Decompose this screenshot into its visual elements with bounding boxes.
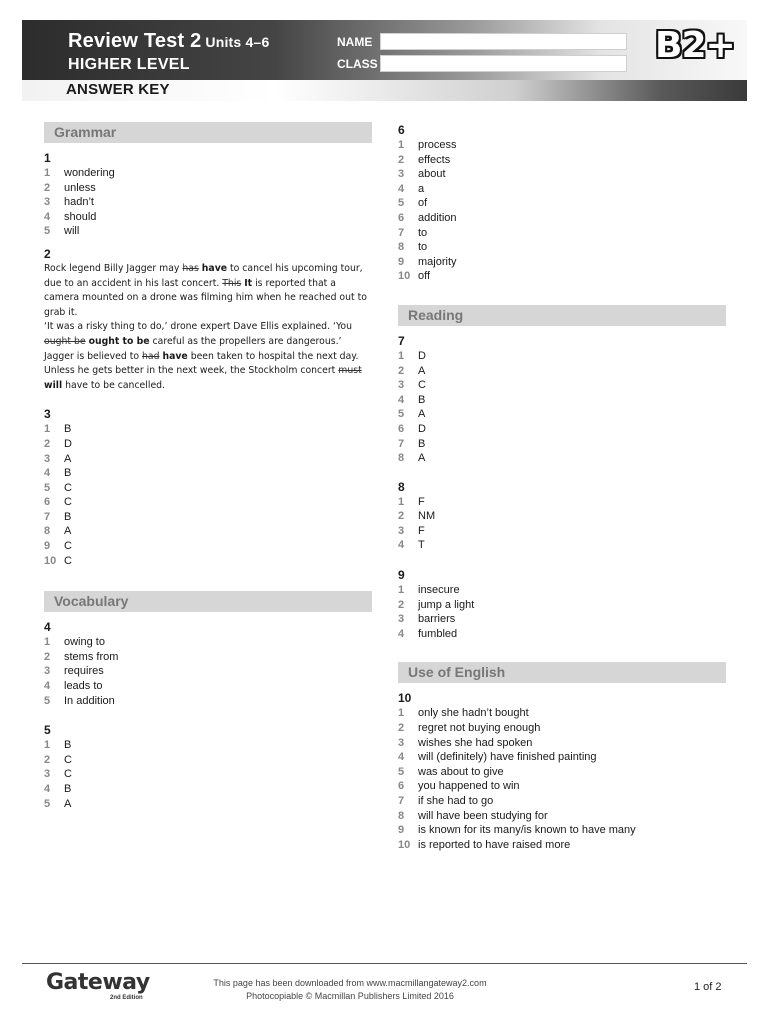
item-number: 2 xyxy=(398,722,405,735)
exercise-number: 10 xyxy=(398,691,412,706)
item-answer: D xyxy=(418,422,426,435)
answer-item xyxy=(398,794,728,809)
item-answer: A xyxy=(64,797,72,810)
answer-item xyxy=(44,466,374,481)
item-answer: effects xyxy=(418,153,451,166)
name-label: NAME xyxy=(337,35,373,49)
answer-item xyxy=(398,138,728,153)
item-number: 9 xyxy=(398,824,405,837)
answer-item xyxy=(398,349,728,364)
answer-item xyxy=(398,153,728,168)
item-answer: A xyxy=(418,452,426,465)
item-answer: C xyxy=(64,753,72,766)
item-number: 4 xyxy=(398,539,405,552)
item-answer: only she hadn’t bought xyxy=(418,707,529,720)
item-number: 5 xyxy=(44,481,51,494)
item-number: 8 xyxy=(44,525,51,538)
title-units: Units 4–6 xyxy=(205,34,270,50)
exercise-number: 9 xyxy=(398,568,405,583)
item-answer: was about to give xyxy=(418,765,504,778)
item-number: 5 xyxy=(44,694,51,707)
crossed-out-text: must xyxy=(338,365,362,377)
item-answer: B xyxy=(64,739,72,752)
exercise-number: 1 xyxy=(44,151,51,165)
answer-item xyxy=(398,167,728,182)
item-number: 5 xyxy=(398,765,405,778)
item-number: 4 xyxy=(44,467,51,480)
answer-item xyxy=(398,627,728,642)
item-answer: to xyxy=(418,226,428,239)
answer-item xyxy=(398,583,728,598)
exercise-number: 4 xyxy=(44,620,51,635)
download-note: This page has been downloaded from www.macmillangateway2.com xyxy=(213,978,487,988)
item-answer: will have been studying for xyxy=(418,809,548,822)
answer-item xyxy=(398,612,728,627)
item-answer: barriers xyxy=(418,613,456,626)
item-answer: leads to xyxy=(64,680,103,693)
crossed-out-text: has xyxy=(182,262,199,274)
exercise-5-list xyxy=(44,738,374,811)
item-number: 3 xyxy=(398,524,405,537)
item-number: 4 xyxy=(398,182,405,195)
answer-key-label: ANSWER KEY xyxy=(66,81,170,98)
answer-item xyxy=(398,750,728,765)
item-number: 10 xyxy=(398,838,411,851)
answer-item xyxy=(398,451,728,466)
answer-item xyxy=(44,554,374,569)
item-number: 5 xyxy=(398,197,405,210)
answer-item xyxy=(398,823,728,838)
answer-item xyxy=(44,664,374,679)
item-number: 3 xyxy=(44,665,51,678)
item-number: 8 xyxy=(398,241,405,254)
answer-item xyxy=(44,694,374,709)
answer-item xyxy=(398,706,728,721)
exercise-number: 5 xyxy=(44,723,51,738)
item-answer: off xyxy=(418,270,431,283)
item-answer: process xyxy=(418,139,457,151)
item-answer: F xyxy=(418,495,425,508)
item-answer: B xyxy=(418,437,426,450)
item-answer: C xyxy=(64,496,72,509)
item-number: 3 xyxy=(44,196,51,209)
answer-item xyxy=(398,437,728,452)
answer-item xyxy=(44,782,374,797)
edition-label: 2nd Edition xyxy=(110,995,143,1001)
answer-item xyxy=(44,524,374,539)
answer-item xyxy=(398,255,728,270)
item-number: 5 xyxy=(44,797,51,810)
right-column xyxy=(398,122,728,852)
answer-item xyxy=(44,422,374,437)
item-answer: of xyxy=(418,197,428,210)
item-number: 3 xyxy=(44,452,51,465)
item-answer: to xyxy=(418,241,428,254)
left-column xyxy=(44,122,374,811)
answer-item xyxy=(398,509,728,524)
item-number: 2 xyxy=(44,181,51,194)
item-answer: will xyxy=(64,225,80,238)
exercise-9-list xyxy=(398,583,728,641)
exercise-7-list xyxy=(398,349,728,466)
exercise-number: 6 xyxy=(398,123,405,137)
item-answer: wishes she had spoken xyxy=(418,736,533,749)
item-answer: A xyxy=(418,364,426,377)
item-answer: majority xyxy=(418,255,457,268)
answer-item xyxy=(398,721,728,736)
item-number: 2 xyxy=(44,437,51,450)
answer-item xyxy=(398,838,728,853)
item-number: 4 xyxy=(44,680,51,693)
answer-item xyxy=(398,364,728,379)
paragraph-text: to cancel his upcoming tour, due to an accident in his last concert. xyxy=(44,262,363,289)
item-number: 10 xyxy=(398,270,411,283)
item-number: 1 xyxy=(398,349,405,362)
correction-text: have xyxy=(201,262,228,274)
item-answer: C xyxy=(64,481,72,494)
item-answer: addition xyxy=(418,211,457,224)
item-answer: B xyxy=(64,783,72,795)
item-answer: C xyxy=(64,554,72,567)
footer-divider xyxy=(22,963,747,964)
item-number: 1 xyxy=(44,739,51,752)
item-answer: NM xyxy=(418,510,436,523)
item-number: 4 xyxy=(398,627,405,640)
item-number: 8 xyxy=(398,809,405,822)
answer-item xyxy=(44,635,374,650)
paragraph-text: Unless he gets better in the next week, the Stockholm concert xyxy=(44,365,339,377)
item-number: 6 xyxy=(398,422,405,435)
item-number: 1 xyxy=(44,423,51,436)
page-title xyxy=(68,30,269,53)
item-number: 7 xyxy=(398,795,405,807)
item-answer: a xyxy=(418,182,425,195)
answer-item xyxy=(44,181,374,196)
item-number: 3 xyxy=(398,736,405,749)
answer-item xyxy=(398,538,728,553)
item-answer: B xyxy=(64,423,72,436)
title-text: Review Test 2 xyxy=(68,30,202,52)
correction-text: It xyxy=(244,277,253,289)
exercise-3-list xyxy=(44,422,374,568)
exercise-2-paragraph xyxy=(44,262,374,393)
item-answer: C xyxy=(418,379,426,392)
gateway-logo: Gateway xyxy=(46,970,150,995)
item-answer: D xyxy=(418,349,426,362)
exercise-10-list xyxy=(398,706,728,852)
exercise-4-list xyxy=(44,635,374,708)
answer-item xyxy=(398,598,728,613)
item-answer: T xyxy=(418,539,425,552)
item-answer: fumbled xyxy=(418,627,458,640)
exercise-number: 2 xyxy=(44,246,51,261)
item-answer: if she had to go xyxy=(418,795,494,807)
answer-item xyxy=(398,269,728,284)
crossed-out-text: had xyxy=(142,350,160,362)
answer-item xyxy=(398,422,728,437)
answer-item xyxy=(44,224,374,239)
correction-text: have xyxy=(162,350,188,362)
answer-item xyxy=(44,679,374,694)
answer-item xyxy=(44,481,374,496)
item-answer: requires xyxy=(64,665,104,678)
answer-item xyxy=(44,767,374,782)
answer-item xyxy=(398,736,728,751)
paragraph-text: Jagger is believed to xyxy=(44,350,142,362)
item-answer: D xyxy=(64,437,72,450)
answer-item xyxy=(398,809,728,824)
section-reading: Reading xyxy=(398,305,726,326)
exercise-6-list xyxy=(398,138,728,284)
answer-item xyxy=(44,650,374,665)
item-number: 2 xyxy=(398,598,405,611)
item-answer: A xyxy=(418,408,426,421)
name-field[interactable] xyxy=(380,33,627,50)
item-number: 1 xyxy=(398,495,405,508)
answer-item xyxy=(44,452,374,467)
item-answer: B xyxy=(418,393,426,406)
level-badge: B2+ xyxy=(655,25,735,66)
crossed-out-text: ought be xyxy=(44,335,86,347)
answer-item xyxy=(44,738,374,753)
item-number: 7 xyxy=(398,437,405,450)
answer-item xyxy=(398,226,728,241)
item-number: 6 xyxy=(44,496,51,509)
item-number: 3 xyxy=(398,379,405,392)
item-answer: you happened to win xyxy=(418,780,520,793)
item-number: 4 xyxy=(44,210,51,223)
answer-item xyxy=(44,210,374,225)
exercise-1-list xyxy=(44,166,374,239)
item-answer: unless xyxy=(64,181,96,194)
item-answer: A xyxy=(64,452,72,465)
item-answer: wondering xyxy=(64,167,115,179)
item-number: 1 xyxy=(398,584,405,597)
item-number: 4 xyxy=(398,751,405,764)
answer-item xyxy=(398,393,728,408)
item-answer: regret not buying enough xyxy=(418,722,541,735)
copyright-note: Photocopiable © Macmillan Publishers Limited 2016 xyxy=(246,991,454,1001)
answer-item xyxy=(44,495,374,510)
item-answer: C xyxy=(64,540,72,553)
item-answer: about xyxy=(418,168,446,181)
item-answer: is reported to have raised more xyxy=(418,838,571,851)
answer-item xyxy=(398,211,728,226)
answer-item xyxy=(44,753,374,768)
item-answer: should xyxy=(64,210,97,223)
item-number: 9 xyxy=(44,540,51,553)
item-number: 1 xyxy=(44,636,51,649)
level-label: HIGHER LEVEL xyxy=(68,56,190,73)
paragraph-text: Rock legend Billy Jagger may xyxy=(44,262,183,274)
exercise-number: 8 xyxy=(398,479,405,494)
answer-item xyxy=(398,378,728,393)
paragraph-text: have to be cancelled. xyxy=(62,379,166,391)
answer-item xyxy=(44,510,374,525)
item-number: 1 xyxy=(398,707,405,720)
crossed-out-text: This xyxy=(222,277,242,289)
item-answer: B xyxy=(64,510,72,523)
item-answer: is known for its many/is known to have many xyxy=(418,824,636,837)
answer-item xyxy=(398,524,728,539)
item-number: 4 xyxy=(44,783,51,795)
exercise-number: 7 xyxy=(398,333,405,348)
item-number: 2 xyxy=(398,510,405,523)
item-number: 1 xyxy=(44,167,51,179)
exercise-8-list xyxy=(398,495,728,553)
paragraph-text: ‘It was a risky thing to do,’ drone expert Dave Ellis explained. ‘You xyxy=(44,321,352,333)
item-answer: hadn’t xyxy=(64,196,94,209)
answer-item xyxy=(44,437,374,452)
class-field[interactable] xyxy=(380,55,627,72)
item-number: 10 xyxy=(44,554,57,567)
item-number: 2 xyxy=(44,650,51,663)
answer-item xyxy=(44,195,374,210)
item-answer: C xyxy=(64,768,72,781)
item-answer: jump a light xyxy=(418,598,475,611)
item-number: 7 xyxy=(44,510,51,523)
item-number: 3 xyxy=(44,768,51,781)
answer-item xyxy=(398,495,728,510)
exercise-number: 3 xyxy=(44,407,51,422)
section-grammar: Grammar xyxy=(44,122,372,143)
answer-item xyxy=(398,240,728,255)
answer-item xyxy=(398,182,728,197)
item-number: 6 xyxy=(398,211,405,224)
answer-item xyxy=(398,779,728,794)
answer-item xyxy=(398,407,728,422)
paragraph-text: is reported that a camera mounted on a drone was filming him when he reached out to grab it. xyxy=(44,277,367,318)
item-number: 3 xyxy=(398,613,405,626)
page-number: 1 of 2 xyxy=(694,981,722,993)
correction-text: will xyxy=(44,379,63,391)
paragraph-text: been taken to hospital the next day. xyxy=(187,350,359,362)
section-use-of-english: Use of English xyxy=(398,662,726,683)
answer-item xyxy=(44,797,374,812)
item-number: 5 xyxy=(44,225,51,238)
item-answer: owing to xyxy=(64,636,105,649)
item-answer: will (definitely) have finished painting xyxy=(418,751,597,764)
paragraph-text: careful as the propellers are dangerous.’ xyxy=(149,335,342,347)
item-number: 4 xyxy=(398,393,405,406)
item-answer: A xyxy=(64,525,72,538)
item-answer: insecure xyxy=(418,584,460,597)
item-number: 5 xyxy=(398,408,405,421)
item-number: 7 xyxy=(398,226,405,239)
item-number: 2 xyxy=(398,153,405,166)
answer-item xyxy=(398,765,728,780)
item-answer: In addition xyxy=(64,694,115,707)
item-number: 2 xyxy=(398,364,405,377)
answer-item xyxy=(44,539,374,554)
item-number: 8 xyxy=(398,452,405,465)
item-number: 3 xyxy=(398,168,405,181)
section-vocabulary: Vocabulary xyxy=(44,591,372,612)
item-number: 9 xyxy=(398,255,405,268)
item-answer: F xyxy=(418,524,425,537)
item-answer: B xyxy=(64,467,72,480)
item-number: 6 xyxy=(398,780,405,793)
class-label: CLASS xyxy=(337,57,378,71)
answer-item xyxy=(398,196,728,211)
correction-text: ought to be xyxy=(88,335,150,347)
answer-item xyxy=(44,166,374,181)
item-answer: stems from xyxy=(64,650,119,663)
item-number: 1 xyxy=(398,139,405,151)
item-number: 2 xyxy=(44,753,51,766)
